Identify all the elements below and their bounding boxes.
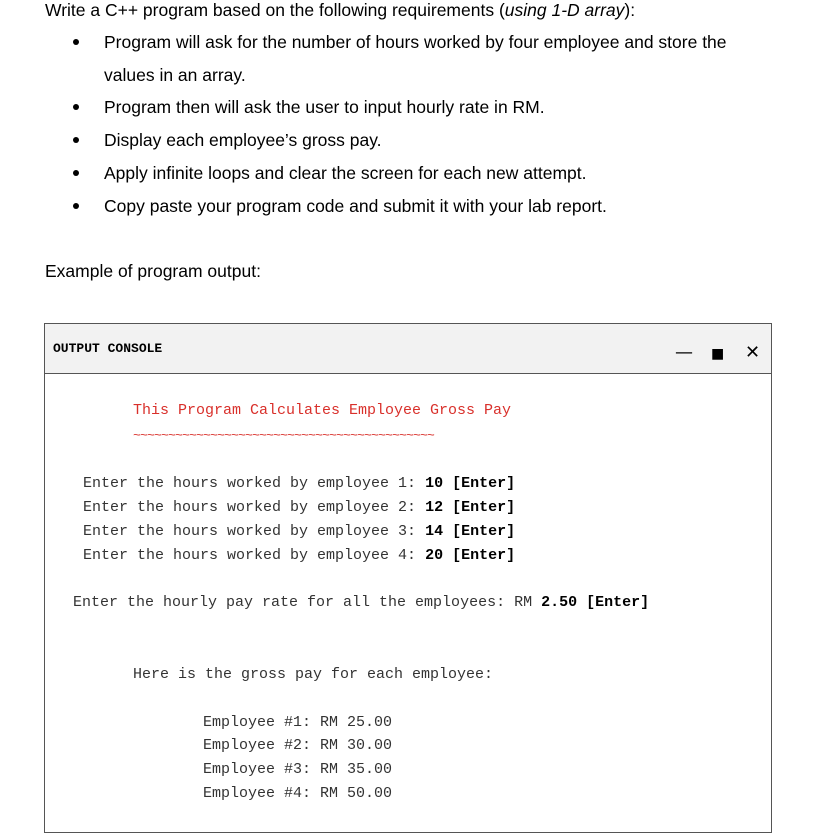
hours-prompt: Enter the hours worked by employee 4: bbox=[83, 547, 426, 564]
bullet-dot bbox=[73, 104, 79, 110]
hours-prompt-line bbox=[83, 547, 515, 565]
instruction-text: Write a C++ program based on the following requirements ( bbox=[45, 0, 505, 20]
hours-prompt: Enter the hours worked by employee 1: bbox=[83, 475, 426, 492]
rate-prompt: Enter the hourly pay rate for all the employees: RM bbox=[73, 594, 542, 611]
console-title: OUTPUT CONSOLE bbox=[53, 341, 163, 356]
hours-input: 20 [Enter] bbox=[425, 547, 516, 564]
rate-prompt-line bbox=[73, 594, 649, 612]
hours-input: 12 [Enter] bbox=[425, 499, 516, 516]
output-console bbox=[44, 323, 772, 833]
requirement-item: Program will ask for the number of hours worked by four employee and store the bbox=[104, 32, 727, 52]
close-icon[interactable]: ✕ bbox=[745, 342, 761, 363]
instruction-text-end: ): bbox=[624, 0, 636, 20]
requirement-item: Apply infinite loops and clear the screen for each new attempt. bbox=[104, 163, 587, 183]
hours-prompt-line bbox=[83, 523, 515, 541]
hours-prompt-line bbox=[83, 475, 515, 493]
requirement-item-continued: values in an array. bbox=[104, 65, 246, 85]
console-header bbox=[45, 324, 771, 374]
example-label: Example of program output: bbox=[45, 261, 261, 281]
bullet-dot bbox=[73, 203, 79, 209]
instruction-line bbox=[45, 0, 635, 20]
hours-input: 10 [Enter] bbox=[425, 475, 516, 492]
maximize-icon[interactable]: ■ bbox=[711, 346, 725, 362]
result-line: Employee #4: RM 50.00 bbox=[203, 785, 393, 802]
hours-prompt: Enter the hours worked by employee 3: bbox=[83, 523, 426, 540]
hours-prompt: Enter the hours worked by employee 2: bbox=[83, 499, 426, 516]
bullet-dot bbox=[73, 137, 79, 143]
instruction-emphasis: using 1-D array bbox=[504, 0, 625, 20]
bullet-dot bbox=[73, 39, 79, 45]
console-heading: This Program Calculates Employee Gross Pay bbox=[133, 402, 512, 419]
minimize-icon[interactable]: — bbox=[675, 342, 693, 363]
result-line: Employee #3: RM 35.00 bbox=[203, 761, 393, 778]
bullet-dot bbox=[73, 170, 79, 176]
console-heading-underline: ~~~~~~~~~~~~~~~~~~~~~~~~~~~~~~~~~~~~~~~~~~~ bbox=[133, 428, 435, 443]
requirement-item: Display each employee’s gross pay. bbox=[104, 130, 382, 150]
rate-input: 2.50 [Enter] bbox=[541, 594, 650, 611]
requirement-item: Program then will ask the user to input hourly rate in RM. bbox=[104, 97, 545, 117]
requirement-item: Copy paste your program code and submit it with your lab report. bbox=[104, 196, 607, 216]
hours-prompt-line bbox=[83, 499, 515, 517]
result-line: Employee #1: RM 25.00 bbox=[203, 714, 393, 731]
hours-input: 14 [Enter] bbox=[425, 523, 516, 540]
result-heading: Here is the gross pay for each employee: bbox=[133, 666, 494, 683]
result-line: Employee #2: RM 30.00 bbox=[203, 737, 393, 754]
